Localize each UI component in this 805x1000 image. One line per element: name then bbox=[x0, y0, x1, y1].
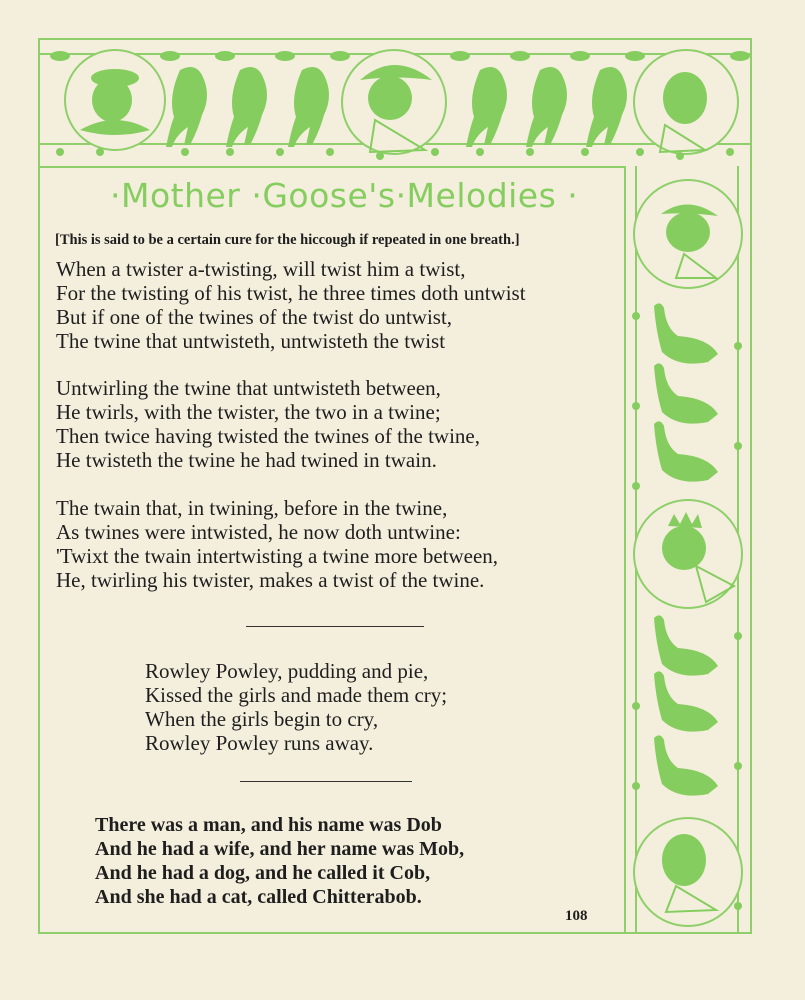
poem-line: And he had a wife, and her name was Mob, bbox=[95, 838, 465, 860]
poem2-stanza bbox=[145, 659, 447, 755]
poem3-stanza bbox=[95, 813, 464, 909]
medallion-crowned-figure bbox=[634, 500, 742, 608]
poem-line: Rowley Powley runs away. bbox=[145, 731, 374, 755]
poem1-stanza-3 bbox=[56, 496, 498, 592]
portrait-medallion-right bbox=[634, 50, 738, 154]
poem1-stanza-1 bbox=[56, 257, 526, 353]
poem-line: For the twisting of his twist, he three times doth untwist bbox=[56, 281, 526, 305]
poem-line: He twisteth the twine he had twined in twain. bbox=[56, 448, 437, 472]
poem-line: 'Twixt the twain intertwisting a twine more between, bbox=[56, 544, 499, 568]
side-decorative-band bbox=[626, 166, 750, 932]
poem-line: Then twice having twisted the twines of the twine, bbox=[56, 424, 480, 448]
poem-line: But if one of the twines of the twist do untwist, bbox=[56, 305, 453, 329]
portrait-medallion-center bbox=[342, 50, 446, 154]
poem-line: When a twister a-twisting, will twist him a twist, bbox=[56, 257, 466, 281]
poem-line: Kissed the girls and made them cry; bbox=[145, 683, 448, 707]
poem-line: The twine that untwisteth, untwisteth the twist bbox=[56, 329, 446, 353]
poem-line: There was a man, and his name was Dob bbox=[95, 814, 442, 836]
poem-line: Rowley Powley, pudding and pie, bbox=[145, 659, 429, 683]
medallion-hat-man bbox=[634, 180, 742, 288]
page-number: 108 bbox=[565, 908, 588, 924]
hiccough-note: [This is said to be a certain cure for the hiccough if repeated in one breath.] bbox=[55, 232, 520, 248]
poem-line: He twirls, with the twister, the two in a twine; bbox=[56, 400, 441, 424]
poem-line: He, twirling his twister, makes a twist of the twine. bbox=[56, 568, 485, 592]
medallion-bottom-figure bbox=[634, 818, 742, 926]
portrait-medallion-left bbox=[65, 50, 165, 150]
page-title: ·Mother ·Goose's·Melodies · bbox=[110, 176, 579, 215]
top-decorative-band bbox=[40, 40, 750, 168]
poem-line: And she had a cat, called Chitterabob. bbox=[95, 886, 422, 908]
poem-line: And he had a dog, and he called it Cob, bbox=[95, 862, 431, 884]
poem-line: The twain that, in twining, before in the twine, bbox=[56, 496, 448, 520]
poem-line: Untwirling the twine that untwisteth between, bbox=[56, 376, 441, 400]
poem-line: As twines were intwisted, he now doth untwine: bbox=[56, 520, 461, 544]
poem-line: When the girls begin to cry, bbox=[145, 707, 379, 731]
section-divider bbox=[240, 781, 412, 782]
section-divider bbox=[246, 626, 424, 627]
poem1-stanza-2 bbox=[56, 376, 480, 472]
